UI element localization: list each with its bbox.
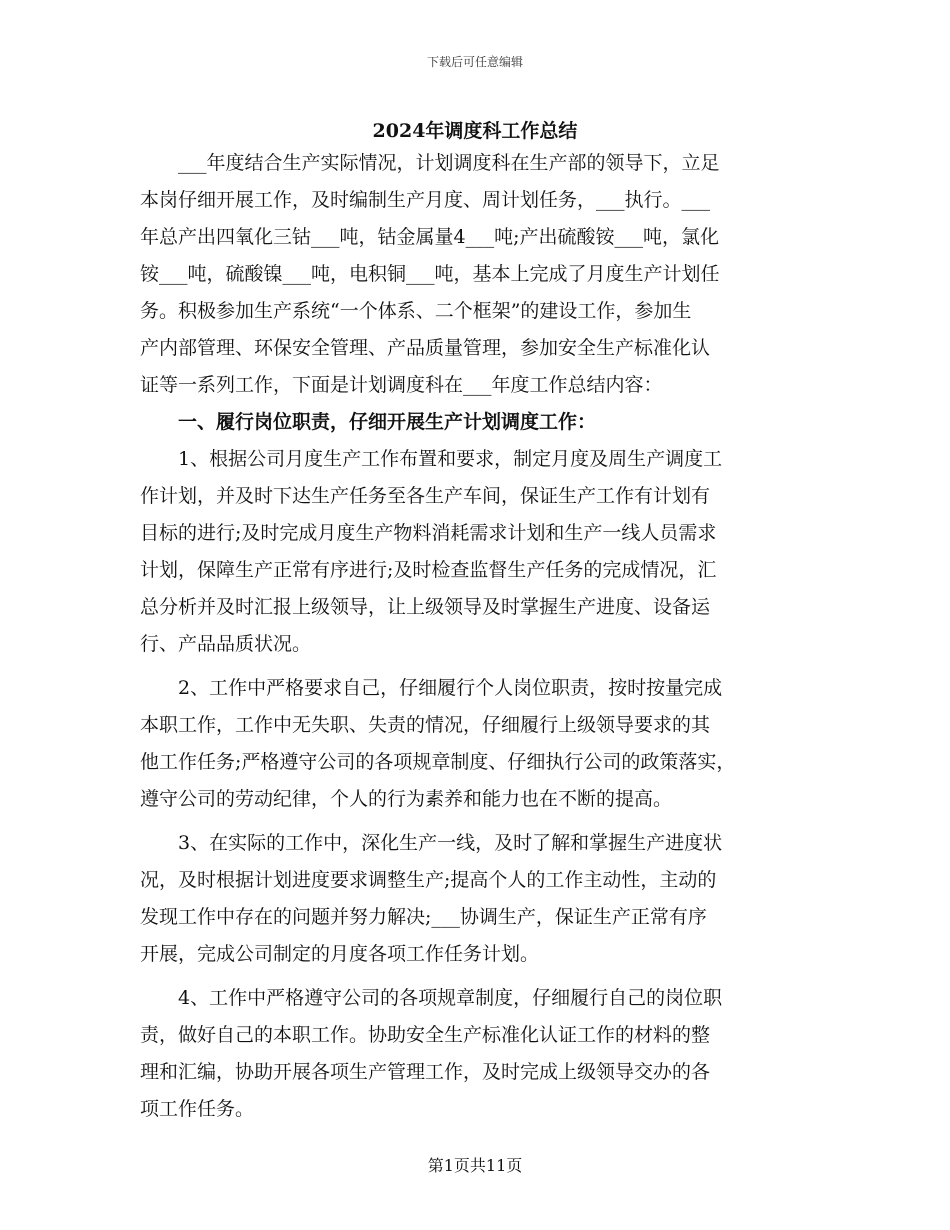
text-line: 2、工作中严格要求自己，仔细履行个人岗位职责，按时按量完成 — [140, 677, 723, 699]
page-footer-number: 第1页共11页 — [427, 1156, 523, 1175]
text-line: 本职工作，工作中无失职、失责的情况，仔细履行上级领导要求的其 — [140, 714, 711, 736]
text-line: 况，及时根据计划进度要求调整生产;提高个人的工作主动性，主动的 — [140, 869, 717, 891]
document-title: 2024年调度科工作总结 — [372, 120, 578, 142]
text-line: 作计划，并及时下达生产任务至各生产车间，保证生产工作有计划有 — [140, 485, 711, 507]
text-line: 项工作任务。 — [140, 1098, 255, 1120]
text-line: 理和汇编，协助开展各项生产管理工作，及时完成上级领导交办的各 — [140, 1061, 711, 1083]
text-line: ___年度结合生产实际情况，计划调度科在生产部的领导下，立足 — [140, 152, 720, 174]
text-line: 年总产出四氧化三钴___吨，钴金属量4___吨;产出硫酸铵___吨，氯化 — [140, 226, 719, 248]
text-line: 遵守公司的劳动纪律，个人的行为素养和能力也在不断的提高。 — [140, 788, 673, 810]
text-line: 3、在实际的工作中，深化生产一线，及时了解和掌握生产进度状 — [140, 832, 723, 854]
section-heading: 一、履行岗位职责，仔细开展生产计划调度工作： — [140, 411, 597, 433]
text-line: 计划，保障生产正常有序进行;及时检查监督生产任务的完成情况，汇 — [140, 559, 717, 581]
document-body — [140, 145, 820, 1128]
text-line: 开展，完成公司制定的月度各项工作任务计划。 — [140, 943, 540, 965]
text-line: 总分析并及时汇报上级领导，让上级领导及时掌握生产进度、设备运 — [140, 596, 711, 618]
text-line: 务。积极参加生产系统“一个体系、二个框架”的建设工作，参加生 — [140, 300, 692, 322]
text-line: 他工作任务;严格遵守公司的各项规章制度、仔细执行公司的政策落实， — [140, 751, 736, 773]
text-line: 证等一系列工作，下面是计划调度科在___年度工作总结内容： — [140, 374, 663, 396]
text-line: 产内部管理、环保安全管理、产品质量管理，参加安全生产标准化认 — [140, 337, 711, 359]
text-line: 发现工作中存在的问题并努力解决;___协调生产，保证生产正常有序 — [140, 906, 707, 928]
text-line: 本岗仔细开展工作，及时编制生产月度、周计划任务，___执行。___ — [140, 189, 711, 211]
text-line: 责，做好自己的本职工作。协助安全生产标准化认证工作的材料的整 — [140, 1024, 711, 1046]
text-line: 行、产品品质状况。 — [140, 633, 312, 655]
text-line: 1、根据公司月度生产工作布置和要求，制定月度及周生产调度工 — [140, 448, 723, 470]
text-line: 4、工作中严格遵守公司的各项规章制度，仔细履行自己的岗位职 — [140, 987, 723, 1009]
text-line: 目标的进行;及时完成月度生产物料消耗需求计划和生产一线人员需求 — [140, 522, 717, 544]
page-header-note: 下载后可任意编辑 — [426, 55, 523, 69]
text-line: 铵___吨，硫酸镍___吨，电积铜___吨，基本上完成了月度生产计划任 — [140, 263, 720, 285]
